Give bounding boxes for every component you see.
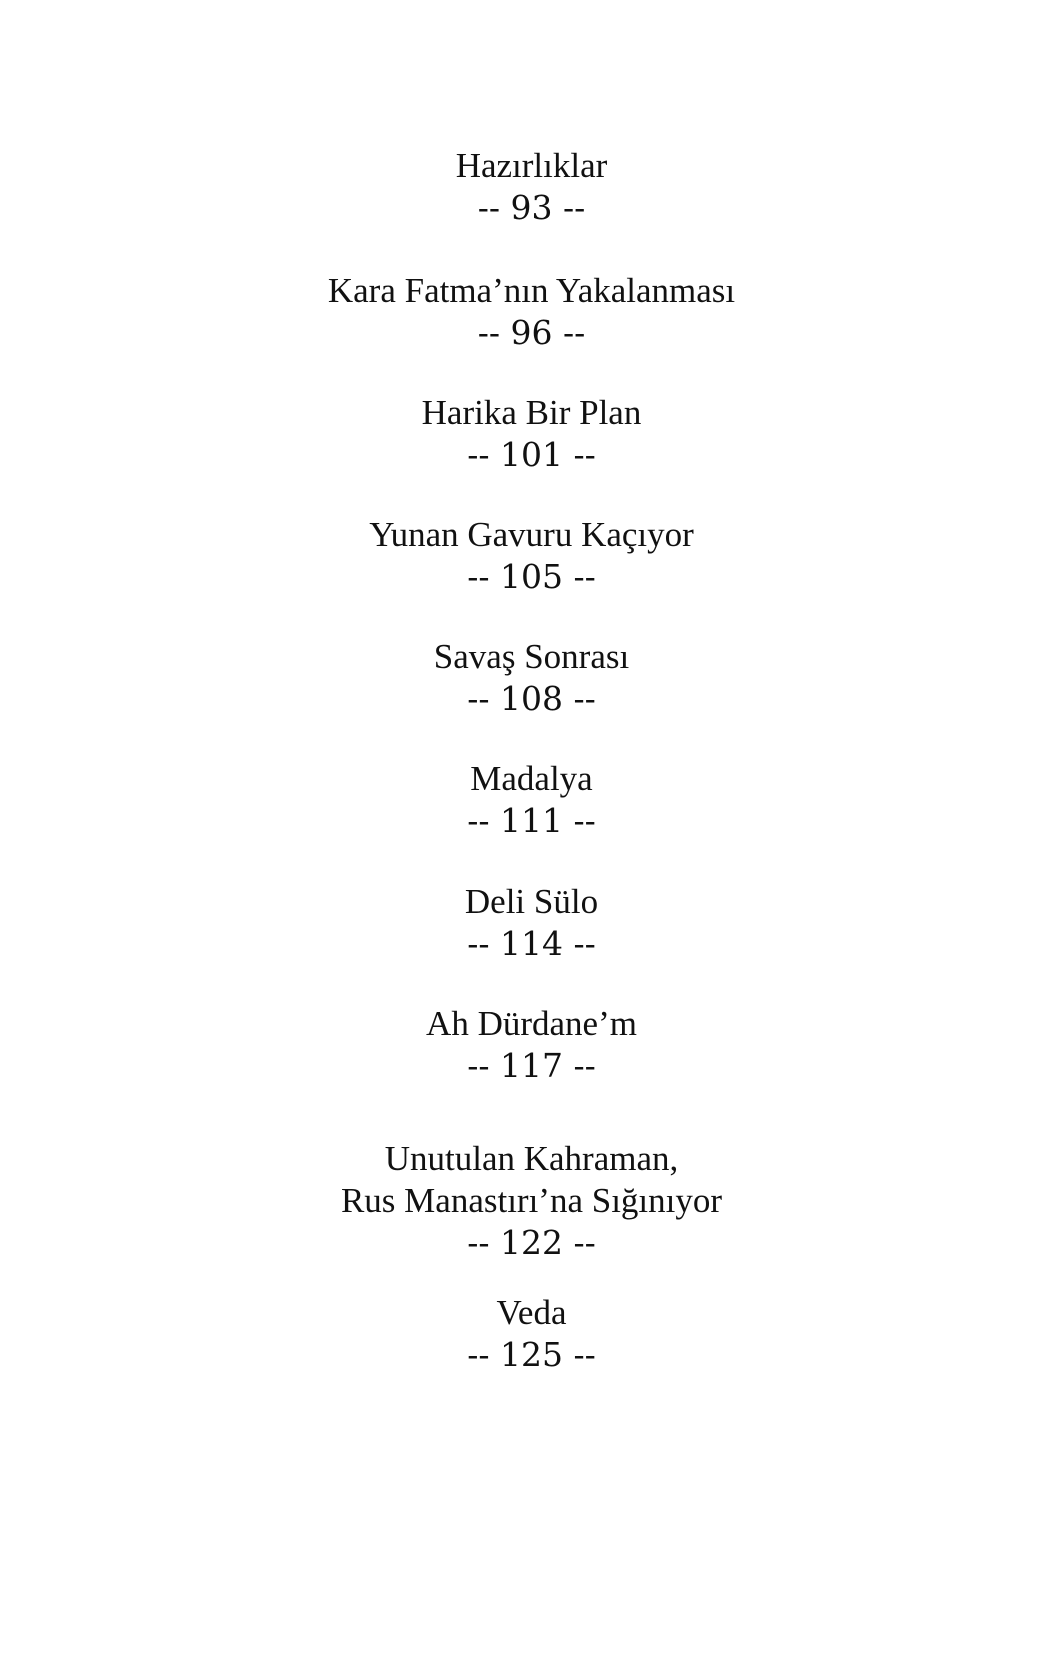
toc-entry-title: Harika Bir Plan — [421, 393, 642, 432]
toc-entry-page: -- 114 -- — [467, 924, 596, 963]
toc-entry — [0, 1138, 1063, 1264]
toc-entry — [0, 392, 1063, 476]
toc-entry-page: -- 108 -- — [467, 679, 596, 718]
toc-entry-page: -- 111 -- — [467, 801, 596, 840]
toc-entry-title: Hazırlıklar — [455, 146, 608, 185]
toc-entry-page: -- 101 -- — [467, 435, 596, 474]
toc-entry-page: -- 125 -- — [467, 1335, 596, 1374]
toc-entry — [0, 758, 1063, 842]
toc-entry-title: Madalya — [470, 759, 593, 798]
toc-entry-title: Unutulan Kahraman, — [384, 1139, 679, 1178]
toc-entry — [0, 1292, 1063, 1376]
toc-entry-title: Yunan Gavuru Kaçıyor — [369, 515, 694, 554]
toc-entry-page: -- 122 -- — [467, 1223, 596, 1262]
toc-entry — [0, 514, 1063, 598]
toc-entry — [0, 270, 1063, 354]
toc-entry — [0, 1003, 1063, 1087]
toc-entry-title: Kara Fatma’nın Yakalanması — [327, 271, 736, 310]
toc-entry-title: Ah Dürdane’m — [426, 1004, 637, 1043]
toc-entry-page: -- 105 -- — [467, 557, 596, 596]
toc-entry-title: Rus Manastırı’na Sığınıyor — [340, 1181, 723, 1220]
toc-entry-page: -- 117 -- — [467, 1046, 596, 1085]
toc-entry-title: Deli Sülo — [464, 882, 599, 921]
toc-entry-title: Savaş Sonrası — [433, 637, 630, 676]
toc-entry-page: -- 93 -- — [477, 188, 586, 227]
toc-entry — [0, 145, 1063, 229]
toc-entry-page: -- 96 -- — [477, 313, 586, 352]
toc-entry-title: Veda — [496, 1293, 567, 1332]
toc-entry — [0, 636, 1063, 720]
toc-entry — [0, 881, 1063, 965]
